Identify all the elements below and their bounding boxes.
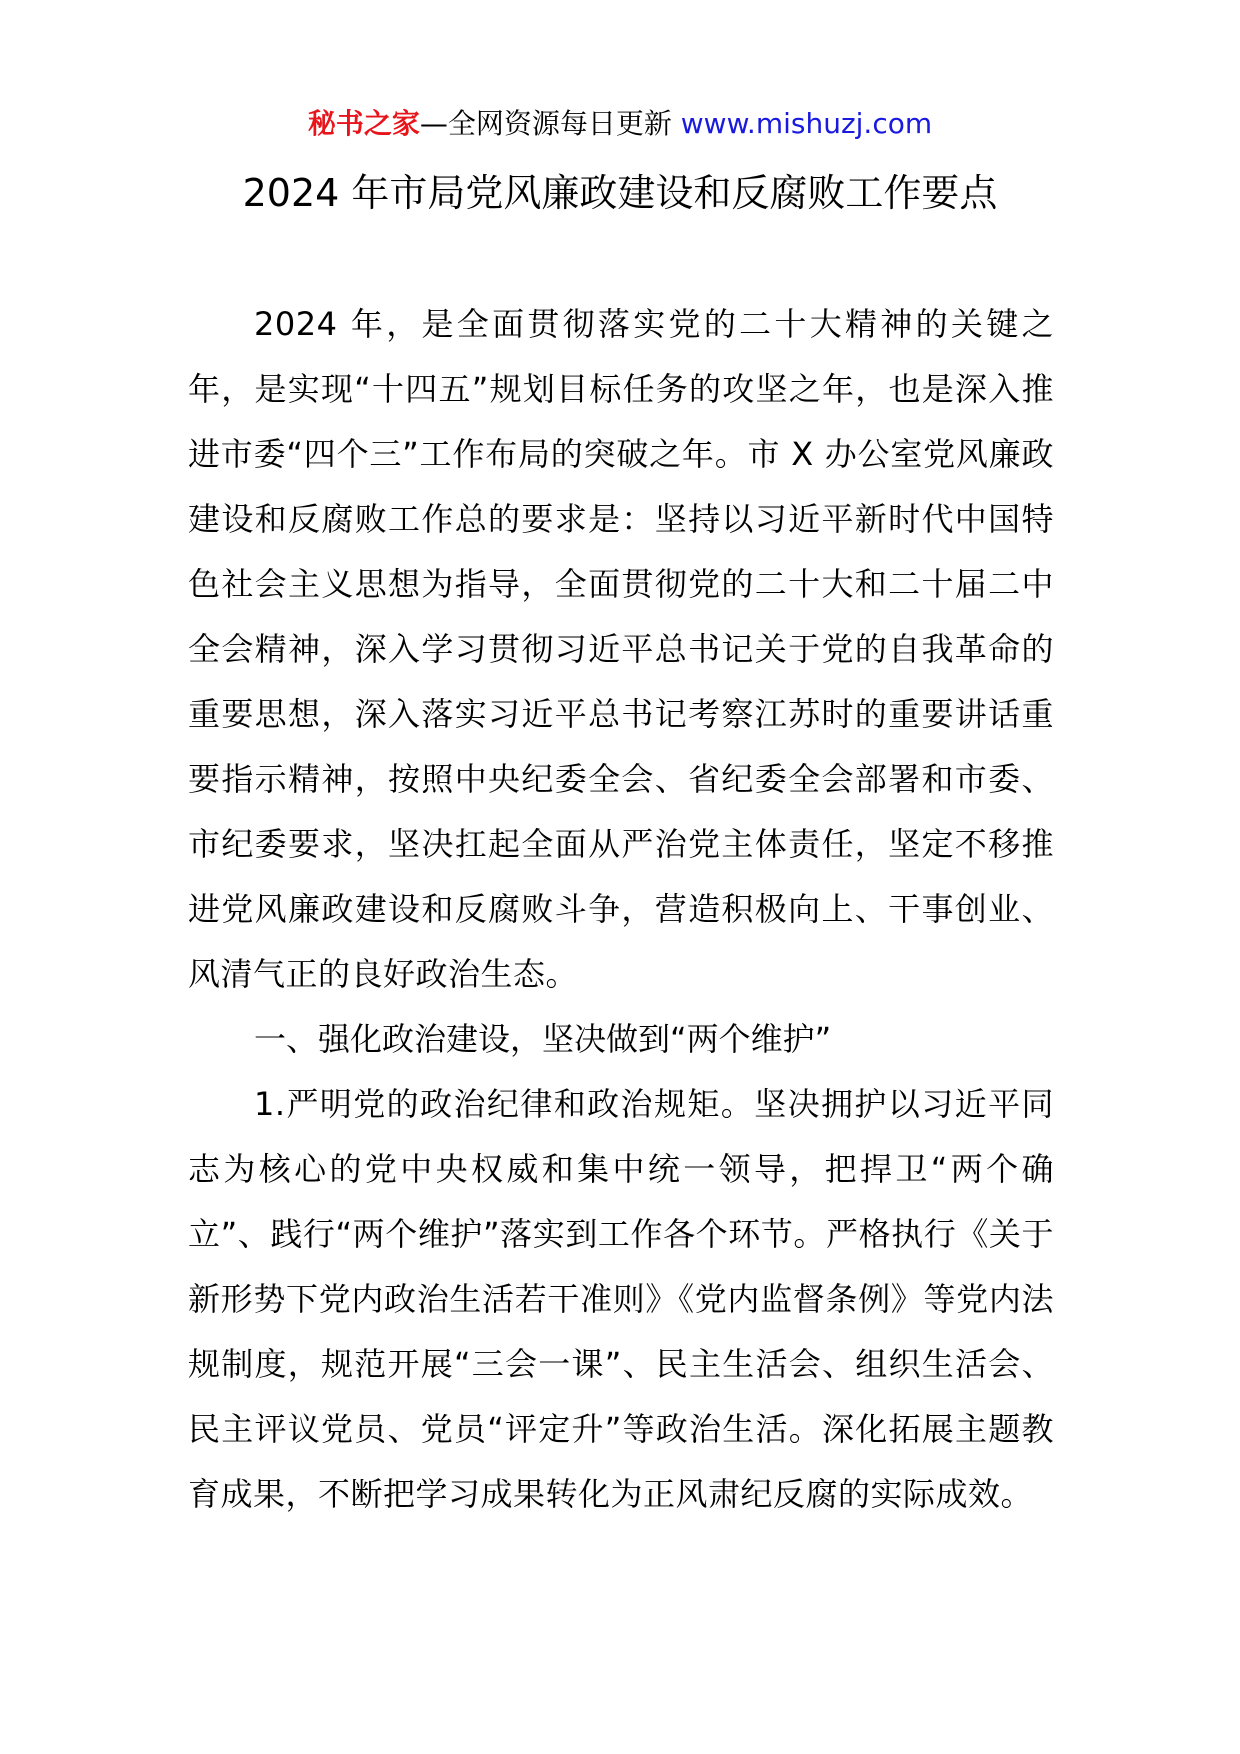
intro-paragraph: 2024 年，是全面贯彻落实党的二十大精神的关键之年，是实现“十四五”规划目标任务的攻坚之年，也是深入推进市委“四个三”工作布局的突破之年。市 X 办公室党风廉政建设和反腐败工作总的要求是：坚持以习近平新时代中国特色社会主义思想为指导，全面贯彻党的二十大和二十届二中全会精神，深入学习贯彻习近平总书记关于党的自我革命的重要思想，深入落实习近平总书记考察江苏时的重要讲话重要指示精神，按照中央纪委全会、省纪委全会部署和市委、市纪委要求，坚决扛起全面从严治党主体责任，坚定不移推进党风廉政建设和反腐败斗争，营造积极向上、干事创业、风清气正的良好政治生态。 <box>188 305 1054 993</box>
item-paragraph: 1.严明党的政治纪律和政治规矩。坚决拥护以习近平同志为核心的党中央权威和集中统一领导，把捍卫“两个确立”、践行“两个维护”落实到工作各个环节。严格执行《关于新形势下党内政治生活若干准则》《党内监督条例》等党内法规制度，规范开展“三会一课”、民主生活会、组织生活会、民主评议党员、党员“评定升”等政治生活。深化拓展主题教育成果，不断把学习成果转化为正风肃纪反腐的实际成效。 <box>188 1085 1054 1513</box>
website-link[interactable]: www.mishuzj.com <box>680 107 933 140</box>
watermark-header <box>0 104 1240 144</box>
document-body <box>188 292 1054 1527</box>
header-slogan: —全网资源每日更新 <box>419 107 681 140</box>
document-title: 2024 年市局党风廉政建设和反腐败工作要点 <box>242 171 998 215</box>
section-heading: 一、强化政治建设，坚决做到“两个维护” <box>254 1020 832 1058</box>
brand-name: 秘书之家 <box>307 107 420 140</box>
